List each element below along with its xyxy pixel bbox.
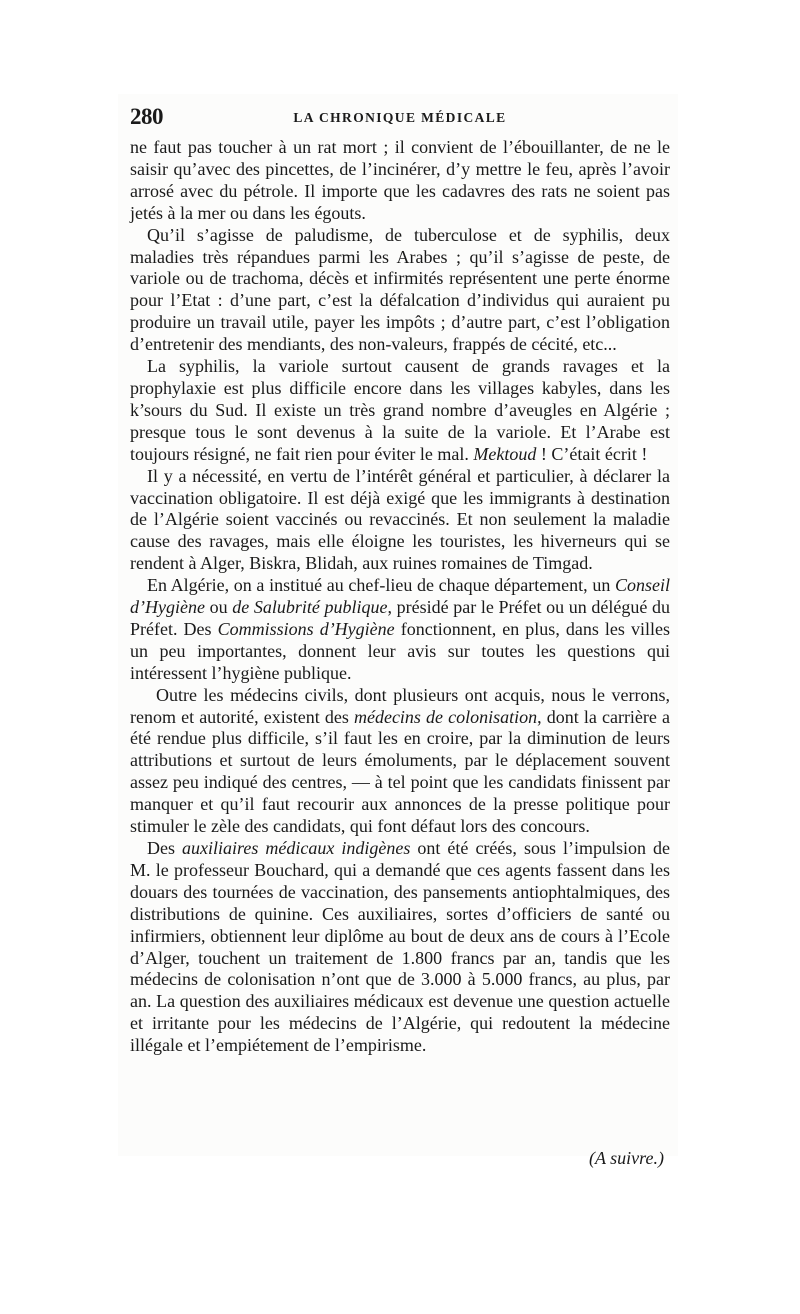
article-body xyxy=(130,137,670,1057)
paragraph-syphilis-variole xyxy=(130,356,670,466)
paragraph-text: ! C’était écrit ! xyxy=(536,443,648,464)
paragraph-text: En Algérie, on a institué au chef-lieu de chaque département, un xyxy=(147,575,615,596)
italic-term: Conseil d’Hygiène xyxy=(130,575,670,618)
page-number: 280 xyxy=(130,104,163,129)
paragraph-text: Il y a nécessité, en vertu de l’intérêt général et particulier, à déclarer la vaccination obligatoire. Il est déjà exigé que les immigrants à destination de l’Algérie soient vaccinés ou revaccinés. Et non seulement la maladie cause des ravages, mais elle éloigne les touristes, les hiverneurs qui se rendent à Alger, Biskra, Blidah, aux ruines romaines de Timgad. xyxy=(130,465,670,574)
paragraph-text: , présidé par le Préfet ou un délégué du Préfet. Des xyxy=(130,597,671,639)
italic-term: Mektoud xyxy=(473,443,537,464)
paragraph-native-auxiliaries xyxy=(130,838,670,1057)
paragraph-text: La syphilis, la variole surtout causent de grands ravages et la prophylaxie est plus difficile encore dans les villages kabyles, dans les k’sours du Sud. Il existe un très grand nombre d’aveugles en Algérie ; presque tous le sont devenus à la suite de la variole. Et l’Arabe est toujours résigné, ne fait rien pour éviter le mal. xyxy=(130,356,670,464)
running-title: LA CHRONIQUE MÉDICALE xyxy=(293,110,507,125)
paragraph-text: , dont la carrière a été rendue plus difficile, s’il faut les en croire, par la diminution de leurs attributions et surtout de leurs émoluments, par le déplacement souvent assez peu indiqué des centres, — à tel point que les candidats finissent par manquer et qu’il faut recourir aux annonces de la presse politique pour stimuler le zèle des candidats, qui font défaut lors des concours. xyxy=(130,706,671,837)
italic-term: de Salubrité publique xyxy=(232,597,388,618)
to-be-continued-note: (A suivre.) xyxy=(589,1148,664,1168)
paragraph-text: Qu’il s’agisse de paludisme, de tuberculose et de syphilis, deux maladies très répandues parmi les Arabes ; qu’il s’agisse de peste, de variole ou de trachoma, décès et infirmités représentent une perte énorme pour l’Etat : d’une part, c’est la défalcation d’individus qui auraient pu produire un travail utile, payer les impôts ; d’autre part, c’est l’obligation d’entretenir des mendiants, des non-valeurs, frappés de cécité, etc... xyxy=(130,224,670,355)
page-header xyxy=(130,104,670,132)
paragraph-text: Outre les médecins civils, dont plusieurs ont acquis, nous le verrons, renom et autorité, existent des xyxy=(130,684,670,727)
paragraph-text: Des xyxy=(147,838,183,858)
paragraph-hygiene-councils xyxy=(130,575,670,685)
italic-term: auxiliaires médicaux indigènes xyxy=(182,838,411,858)
paragraph-continuation xyxy=(130,137,670,225)
paragraph-text: fonctionnent, en plus, dans les villes un peu importantes, donnent leur avis sur toutes les questions qui intéressent l’hygiène publique. xyxy=(130,618,670,683)
paragraph-colonisation-doctors xyxy=(130,685,670,838)
paragraph-vaccination xyxy=(130,466,670,576)
italic-term: Commissions d’Hygiène xyxy=(217,618,395,639)
paragraph-text: ne faut pas toucher à un rat mort ; il convient de l’ébouillanter, de ne le saisir qu’avec des pincettes, de l’incinérer, d’y mettre le feu, après l’avoir arrosé avec du pétrole. Il importe que les cadavres des rats ne soient pas jetés à la mer ou dans les égouts. xyxy=(130,137,670,223)
italic-term: médecins de colonisation xyxy=(353,706,538,727)
paragraph-text: ont été créés, sous l’impulsion de M. le professeur Bouchard, qui a demandé que ces agents fassent dans les douars des tournées de vaccination, des pansements antiophtalmiques, des distributions de quinine. Ces auxiliaires, sortes d’officiers de santé ou infirmiers, obtiennent leur diplôme au bout de deux ans de cours à l’Ecole d’Alger, touchent un traitement de 1.800 francs par an, tandis que les médecins de colonisation n’ont que de 3.000 à 5.000 francs, au plus, par an. La question des auxiliaires médicaux est devenue une question actuelle et irritante pour les médecins de l’Algérie, qui redoutent la médecine illégale et l’empiétement de l’empirisme. xyxy=(130,838,671,1056)
paragraph-diseases-cost xyxy=(130,225,670,356)
paragraph-text: ou xyxy=(204,597,233,618)
